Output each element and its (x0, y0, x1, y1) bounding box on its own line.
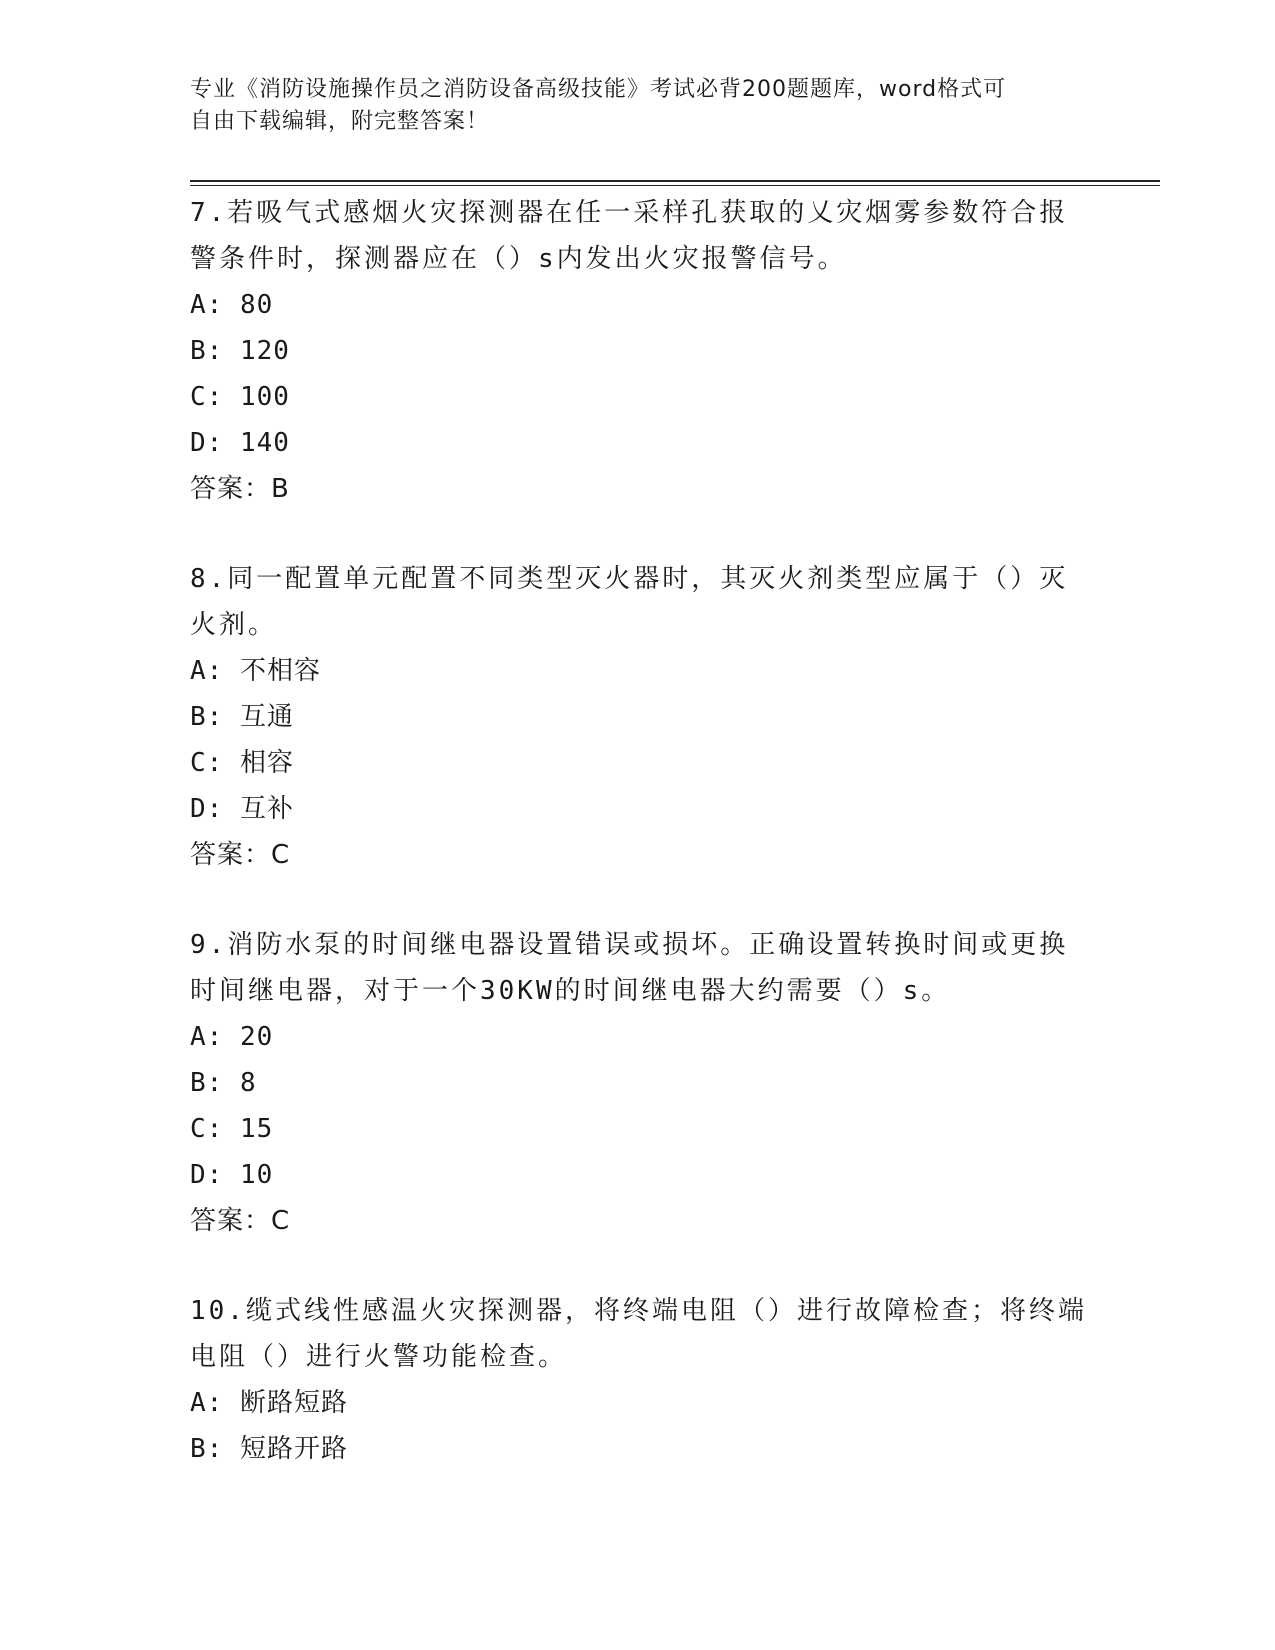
header-line-1: 专业《消防设施操作员之消防设备高级技能》考试必背200题题库，word格式可 (190, 77, 1007, 102)
question-stem: 10.缆式线性感温火灾探测器，将终端电阻（）进行故障检查；将终端电阻（）进行火警功能检查。 (190, 1296, 1087, 1372)
answer: 答案：C (190, 1206, 291, 1236)
question-stem: 8.同一配置单元配置不同类型灭火器时，其灭火剂类型应属于（）灭火剂。 (190, 564, 1069, 640)
option-c: C: 15 (190, 1114, 274, 1144)
option-a: A: 不相容 (190, 656, 321, 686)
option-a: A: 断路短路 (190, 1388, 348, 1418)
question-9 (190, 922, 1090, 1244)
answer: 答案：B (190, 474, 290, 504)
question-7 (190, 190, 1090, 512)
question-10 (190, 1288, 1090, 1472)
option-d: D: 140 (190, 428, 290, 458)
question-8 (190, 556, 1090, 878)
option-c: C: 100 (190, 382, 290, 412)
option-b: B: 8 (190, 1068, 257, 1098)
header-divider-thick (190, 180, 1160, 182)
option-b: B: 互通 (190, 702, 294, 732)
header-line-2: 自由下载编辑，附完整答案！ (190, 109, 490, 134)
option-b: B: 120 (190, 336, 290, 366)
document-header (190, 74, 1070, 138)
option-d: D: 互补 (190, 794, 294, 824)
option-d: D: 10 (190, 1160, 274, 1190)
header-divider-thin (190, 185, 1160, 186)
question-stem: 9.消防水泵的时间继电器设置错误或损坏。正确设置转换时间或更换时间继电器，对于一个30KW的时间继电器大约需要（）s。 (190, 930, 1069, 1006)
question-list (190, 190, 1090, 1516)
answer: 答案：C (190, 840, 291, 870)
option-a: A: 20 (190, 1022, 274, 1052)
option-c: C: 相容 (190, 748, 294, 778)
option-a: A: 80 (190, 290, 274, 320)
question-stem: 7.若吸气式感烟火灾探测器在任一采样孔获取的乂灾烟雾参数符合报警条件时，探测器应在（）s内发出火灾报警信号。 (190, 198, 1069, 274)
option-b: B: 短路开路 (190, 1434, 348, 1464)
